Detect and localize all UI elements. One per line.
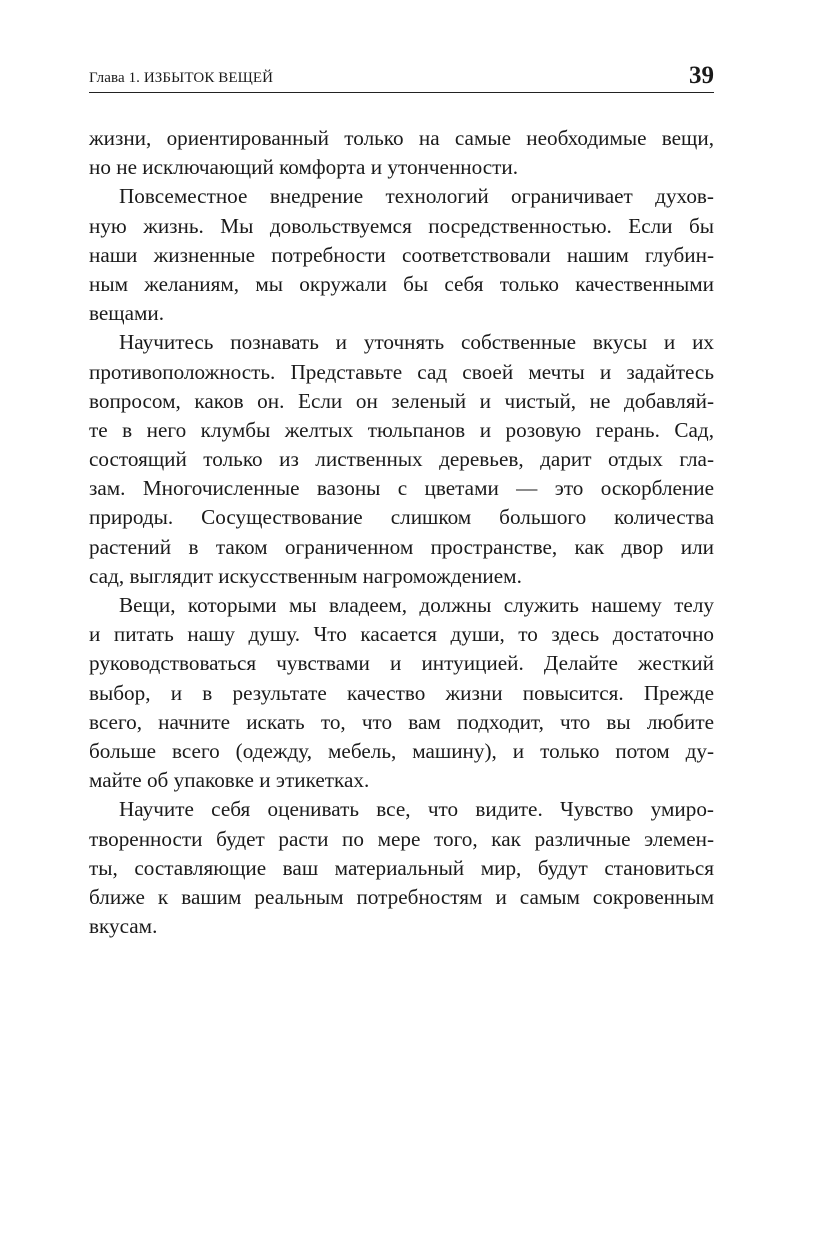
text-line: Вещи, которыми мы владеем, должны служить нашему телу [119,593,714,617]
text-line: противоположность. Представьте сад своей мечты и задайтесь [89,359,714,384]
text-line: природы. Сосуществование слишком большого количества [89,505,714,530]
text-line: растений в таком ограниченном пространстве, как двор или [89,534,714,559]
text-line: руководствоваться чувствами и интуицией. Делайте жесткий [89,651,714,676]
text-line: Научите себя оценивать все, что видите. Чувство умиро- [119,797,714,822]
text-line: состоящий только из лиственных деревьев, дарит отдых гла- [89,447,714,472]
page-number: 39 [689,62,714,89]
text-line: зам. Многочисленные вазоны с цветами — это оскорбление [89,476,714,501]
running-header [89,58,714,93]
paragraph [89,328,714,591]
text-line: всего, начните искать то, что вам подходит, что вы любите [89,709,714,734]
text-line: ближе к вашим реальным потребностям и самым сокровенным [89,884,714,909]
paragraph [89,182,714,328]
paragraph [89,591,714,795]
text-line: жизни, ориентированный только на самые необходимые вещи, [89,126,714,150]
text-line: наши жизненные потребности соответствовали нашим глубин- [89,242,714,267]
body-text [89,124,714,941]
text-line: Повсеместное внедрение технологий ограничивает духов- [119,184,714,209]
paragraph [89,795,714,941]
chapter-title: Глава 1. ИЗБЫТОК ВЕЩЕЙ [89,70,274,86]
text-line: Научитесь познавать и уточнять собственные вкусы и их [119,330,714,355]
text-line: вкусам. [89,914,158,939]
paragraph [89,124,714,182]
text-line: но не исключающий комфорта и утонченности. [89,155,519,180]
text-line: выбор, и в результате качество жизни повысится. Прежде [89,680,714,705]
text-line: ным желаниям, мы окружали бы себя только качественными [89,271,714,296]
text-line: те в него клумбы желтых тюльпанов и розовую герань. Сад, [89,417,714,442]
text-line: майте об упаковке и этикетках. [89,768,370,793]
text-line: ты, составляющие ваш материальный мир, будут становиться [89,855,714,880]
text-line: и питать нашу душу. Что касается души, то здесь достаточно [89,622,714,647]
text-line: ную жизнь. Мы довольствуемся посредственностью. Если бы [89,213,714,238]
text-line: вопросом, каков он. Если он зеленый и чистый, не добавляй- [89,388,714,413]
text-line: творенности будет расти по мере того, как различные элемен- [89,826,714,851]
text-line: вещами. [89,301,165,326]
text-line: сад, выглядит искусственным нагромождением. [89,563,522,588]
text-line: больше всего (одежду, мебель, машину), и только потом ду- [89,738,714,763]
